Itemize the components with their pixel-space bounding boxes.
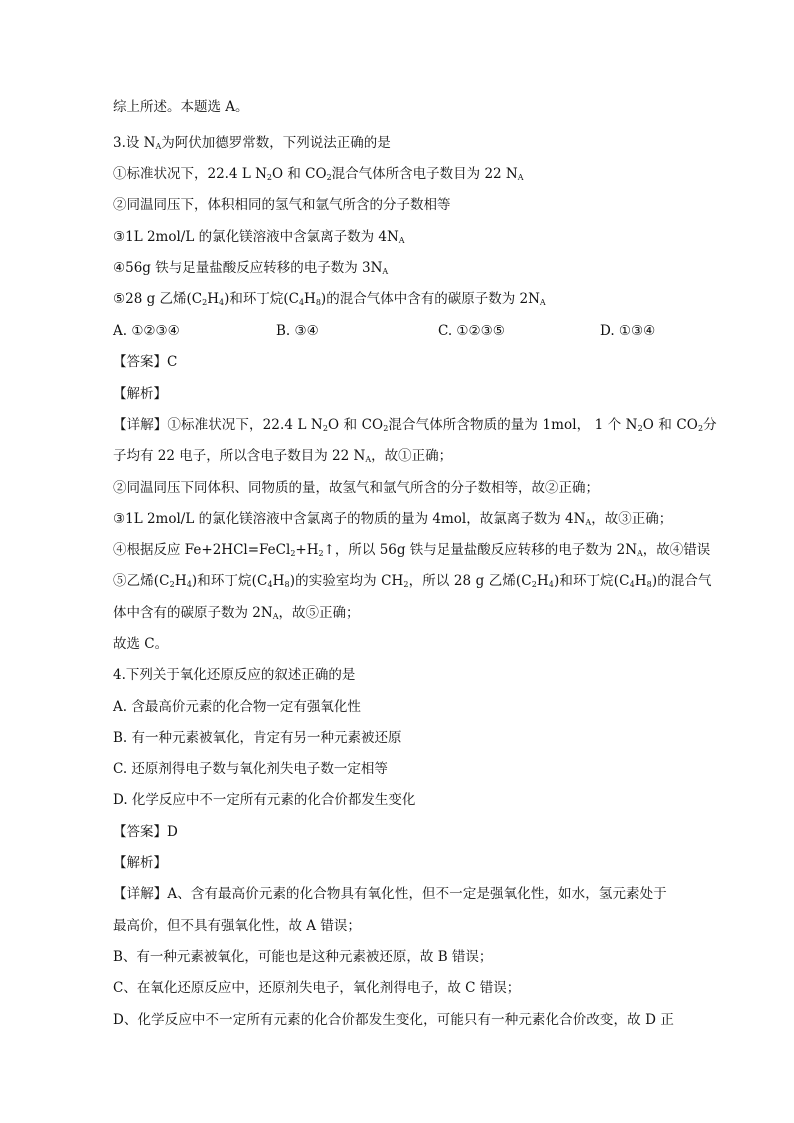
q3-detail-2: 子均有 22 电子，所以含电子数目为 22 $N_A$，故①正确；: [113, 448, 453, 464]
q3-answer: 【答案】C: [113, 354, 178, 370]
q4-option-d: D. 化学反应中不一定所有元素的化合价都发生变化: [113, 792, 416, 808]
q3-option-d: D. ①③④: [600, 323, 656, 339]
q3-detail-5: ④根据反应 $Fe+2HCl=FeCl_2+H_2↑$，所以 56g 铁与足量盐酸反应转移的电子数为 $2N_A$，故④错误: [113, 542, 711, 558]
q4-answer: 【答案】D: [113, 824, 178, 840]
question-3-stem: 3.设 $N_A$为阿伏加德罗常数，下列说法正确的是: [113, 135, 391, 151]
q3-analysis-heading: 【解析】: [113, 386, 167, 402]
q3-option-a: A. ①②③④: [113, 323, 180, 339]
q3-detail-7: 体中含有的碳原子数为 $2N_A$，故⑤正确；: [113, 605, 360, 621]
q3-detail-4: ③1L 2mol/L 的氯化镁溶液中含氯离子的物质的量为 4mol，故氯离子数为 $4N_A$，故③正确；: [113, 511, 673, 527]
q3-statement-1: ①标准状况下，22.4 L $N_2O$ 和 $CO_2$混合气体所含电子数目为 22 $N_A$: [113, 166, 524, 182]
q4-detail-5: D、化学反应中不一定所有元素的化合价都发生变化，可能只有一种元素化合价改变，故 D 正: [113, 1012, 675, 1028]
q4-detail-1: 【详解】A、含有最高价元素的化合物具有氧化性，但不一定是强氧化性，如水，氢元素处于: [113, 886, 667, 902]
q3-detail-1: 【详解】①标准状况下，22.4 L $N_2O$ 和 $CO_2$混合气体所含物质的量为 1mol， 1 个 $N_2O$ 和 $CO_2$分: [113, 417, 717, 433]
q4-analysis-heading: 【解析】: [113, 855, 167, 871]
q3-statement-5: ⑤28 g 乙烯$(C_2H_4)$和环丁烷$(C_4H_8)$的混合气体中含有的碳原子数为 $2N_A$: [113, 291, 546, 307]
q4-detail-2: 最高价，但不具有强氧化性，故 A 错误；: [113, 918, 361, 934]
q3-option-c: C. ①②③⑤: [438, 323, 505, 339]
q4-option-c: C. 还原剂得电子数与氧化剂失电子数一定相等: [113, 761, 388, 777]
q4-option-a: A. 含最高价元素的化合物一定有强氧化性: [113, 699, 361, 715]
q3-option-b: B. ③④: [276, 323, 319, 339]
q3-detail-3: ②同温同压下同体积、同物质的量，故氢气和氩气所含的分子数相等，故②正确；: [113, 480, 599, 496]
q3-statement-4: ④56g 铁与足量盐酸反应转移的电子数为 $3N_A$: [113, 260, 389, 276]
q4-detail-4: C、在氧化还原反应中，还原剂失电子，氧化剂得电子，故 C 错误；: [113, 980, 521, 996]
q4-option-b: B. 有一种元素被氧化，肯定有另一种元素被还原: [113, 730, 402, 746]
q3-statement-3: ③1L 2mol/L 的氯化镁溶液中含氯离子数为 $4N_A$: [113, 229, 405, 245]
q3-statement-2: ②同温同压下，体积相同的氢气和氩气所含的分子数相等: [113, 197, 451, 213]
question-4-stem: 4.下列关于氧化还原反应的叙述正确的是: [113, 667, 356, 683]
q3-conclusion: 故选 C。: [113, 636, 169, 652]
text-line: 综上所述。本题选 A。: [113, 99, 249, 115]
q3-detail-6: ⑤乙烯$(C_2H_4)$和环丁烷$(C_4H_8)$的实验室均为 $CH_2$，所以 28 g 乙烯$(C_2H_4)$和环丁烷$(C_4H_8)$的混合气: [113, 573, 712, 589]
q4-detail-3: B、有一种元素被氧化，可能也是这种元素被还原，故 B 错误；: [113, 949, 493, 965]
